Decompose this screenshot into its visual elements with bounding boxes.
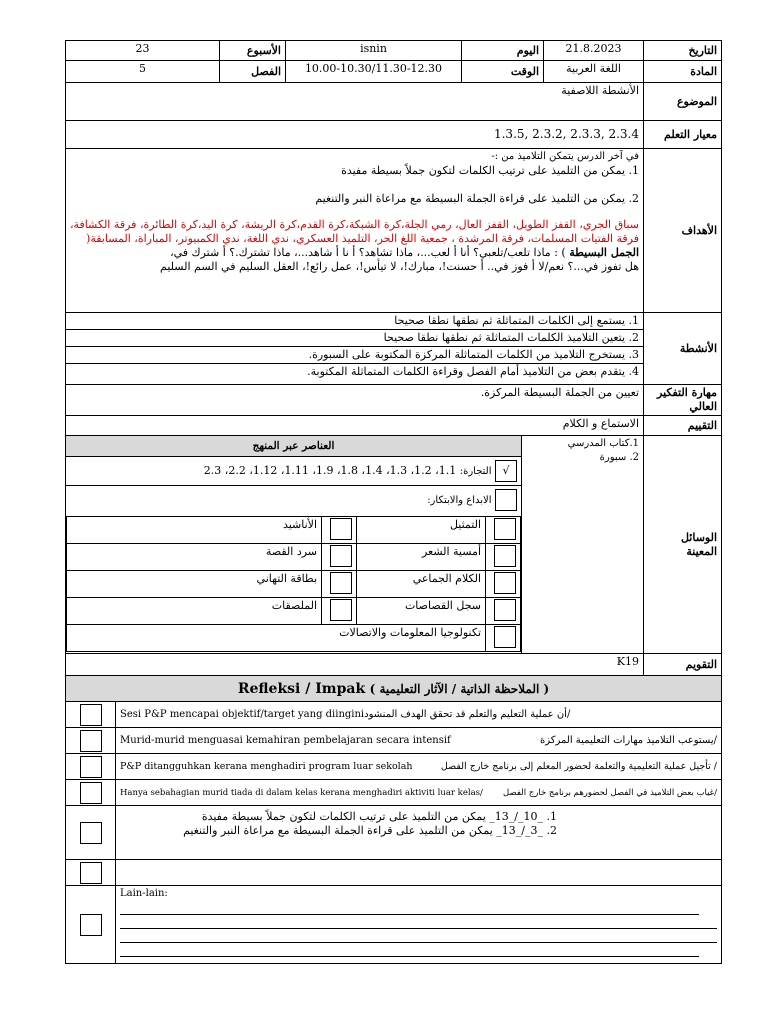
cross-curricular-title: العناصر عبر المنهج <box>66 436 521 457</box>
simple-sentence-label: الجمل البسيطة <box>569 246 640 259</box>
option-checkbox[interactable] <box>494 599 516 621</box>
reflection-ms: P&P ditangguhkan kerana menghadiri program luar sekolah <box>120 760 413 772</box>
option-label: سجل القصاصات <box>357 598 486 625</box>
activity-item: 2. يتعين التلاميذ الكلمات المتماثلة ثم نطقها نطقا صحيحا <box>66 330 643 347</box>
reflection-header <box>66 676 722 702</box>
option-checkbox[interactable] <box>494 572 516 594</box>
reflection-ar: تأجيل عملية التعليمية والتعلمة لحضور المعلم إلى برنامج خارج الفصل / <box>440 760 717 772</box>
subject-value: اللغة العربية <box>544 61 644 83</box>
reflection-checkbox[interactable] <box>80 730 102 752</box>
subject-label: المادة <box>644 61 722 83</box>
reflection-checkbox[interactable] <box>80 822 102 844</box>
trade-row <box>66 457 521 486</box>
option-label: أمسية الشعر <box>357 544 486 571</box>
others-line[interactable] <box>120 915 717 929</box>
result-text: _10_/_13_ يمكن من التلميذ على ترتيب الكلمات لتكون جملاً بسيطة مفيدة <box>201 810 543 823</box>
topic-value: الأنشطة اللاصفية <box>66 83 644 121</box>
result-item <box>120 824 557 838</box>
creativity-options <box>66 516 521 652</box>
others-label: Lain-lain: <box>120 888 168 899</box>
week-label: الأسبوع <box>220 41 286 61</box>
reflection-empty <box>116 860 722 886</box>
class-value: 5 <box>66 61 220 83</box>
reflection-ms: Sesi P&P mencapai objektif/target yang diingini <box>120 708 365 720</box>
trade-label: التجارة: <box>459 466 492 477</box>
option-checkbox[interactable] <box>494 626 516 648</box>
result-text: _3_/_13_ يمكن من التلميذ على قراءة الجملة البسيطة مع مراعاة النبر والتنغيم <box>183 824 543 837</box>
reflection-table <box>65 675 722 964</box>
option-label: الأناشيد <box>67 517 322 544</box>
others-line[interactable] <box>120 901 699 915</box>
reflection-checkbox[interactable] <box>80 782 102 804</box>
reflection-ms: Hanya sebahagian murid tiada di dalam kelas kerana menghadiri aktiviti luar kelas/ <box>120 787 483 798</box>
creativity-checkbox[interactable] <box>495 489 517 511</box>
time-value: 10.00-10.30/11.30-12.30 <box>286 61 462 83</box>
aids-list <box>522 436 644 654</box>
reflection-row <box>116 754 722 780</box>
option-checkbox[interactable] <box>330 545 352 567</box>
activities-content <box>66 313 644 385</box>
activity-item: 1. يستمع إلى الكلمات المتماثلة ثم نطقها نطقا صحيحا <box>66 313 643 330</box>
time-label: الوقت <box>462 61 544 83</box>
ict-label: تكنولوجيا المعلومات والاتصالات <box>67 625 486 652</box>
reflection-results <box>116 806 722 860</box>
reflection-title-ar: ( الملاحظة الذاتية / الآثار التعليمية ) <box>369 681 550 696</box>
calendar-label: التقويم <box>644 654 722 676</box>
aid-item: 1.كتاب المدرسي <box>567 438 640 449</box>
activity-item: 3. يستخرج التلاميذ من الكلمات المتماثلة المركزة المكتوبة على السبورة. <box>66 347 643 364</box>
reflection-row <box>116 702 722 728</box>
trade-checkbox[interactable]: √ <box>495 460 517 482</box>
lesson-plan-sheet <box>65 40 721 964</box>
reflection-title-en: Refleksi / Impak <box>237 680 366 697</box>
result-number: 2. <box>546 824 557 837</box>
reflection-row <box>116 780 722 806</box>
result-number: 1. <box>546 810 557 823</box>
objectives-label: الأهداف <box>644 149 722 313</box>
simple-sentence-text: ) : ماذا تلعب/تلعبي؟ أنا أ لعب...، ماذا تشاهد؟ أ نا أ شاهد...، ماذا تشترك.؟ أ شترك في، <box>170 246 566 259</box>
option-checkbox[interactable] <box>494 545 516 567</box>
topic-label: الموضوع <box>644 83 722 121</box>
activities-label: الأنشطة <box>644 313 722 385</box>
class-label: الفصل <box>220 61 286 83</box>
trade-value: 1.1، 1.2، 1.3، 1.4، 1.8، 1.9، 1.11، 1.12، 2.2، 2.3 <box>203 464 457 477</box>
option-label: بطاقة التهاني <box>67 571 322 598</box>
others-line[interactable] <box>120 929 717 943</box>
calendar-value: K19 <box>66 654 644 676</box>
vocabulary-list: سباق الجري، القفز الطويل، القفز العال، رمي الجلة،كرة الشبكة،كرة القدم،كرة الريشة، كرة اليد،كرة الطائرة، فرقة الكشافة، فرقة الفتيات المسلمات، فرقة المرشدة ، جمعية اللغ الحر، التلميذ العسكري، ندي اللغة، ندي الكمبيوتر، المباراة، المسابقة( <box>70 218 640 245</box>
hots-value: تعيين من الجملة البسيطة المركزة. <box>66 385 644 416</box>
option-checkbox[interactable] <box>494 518 516 540</box>
standard-value <box>66 121 644 149</box>
reflection-checkbox[interactable] <box>80 756 102 778</box>
result-item <box>120 810 557 824</box>
reflection-ms: Murid-murid menguasai kemahiran pembelajaran secara intensif <box>120 734 451 746</box>
reflection-checkbox[interactable] <box>80 914 102 936</box>
reflection-checkbox[interactable] <box>80 704 102 726</box>
objective-item: 1. يمكن من التلميذ على ترتيب الكلمات لتكون جملاً بسيطة مفيدة <box>341 164 640 177</box>
option-label: سرد القصة <box>67 544 322 571</box>
reflection-ar: غياب بعض التلاميذ في الفصل لحضورهم برنامج خارج الفصل/ <box>503 787 717 798</box>
activity-item: 4. يتقدم بعض من التلاميذ أمام الفصل وقراءة الكلمات المتماثلة المكتوبة. <box>307 365 640 378</box>
others-section <box>116 886 722 964</box>
assessment-label: التقييم <box>644 416 722 436</box>
option-label: الكلام الجماعي <box>357 571 486 598</box>
option-checkbox[interactable] <box>330 599 352 621</box>
option-checkbox[interactable] <box>330 572 352 594</box>
option-label: الملصقات <box>67 598 322 625</box>
objective-item: 2. يمكن من التلميذ على قراءة الجملة البسيطة مع مراعاة النبر والتنغيم <box>315 192 640 205</box>
date-label: التاريخ <box>644 41 722 61</box>
aids-label: الوسائل المعينة <box>644 436 722 654</box>
option-checkbox[interactable] <box>330 518 352 540</box>
day-label: اليوم <box>462 41 544 61</box>
reflection-ar: أن عملية التعليم والتعلم قد تحقق الهدف المنشود/ <box>364 708 571 720</box>
reflection-checkbox[interactable] <box>80 862 102 884</box>
standard-codes: 1.3.5, 2.3.2, 2.3.3, 2.3.4 <box>493 127 640 141</box>
cross-curricular <box>66 436 522 654</box>
others-line[interactable] <box>120 943 699 957</box>
simple-sentences-last: هل تفوز في...؟ نعم/لا أ فوز في.. أ حسنت!، مبارك!، لا تيأس!، عمل رائع!، العقل السليم في السم السليم <box>160 260 640 273</box>
simple-sentences <box>70 246 639 260</box>
standard-label: معيار التعلم <box>644 121 722 149</box>
aid-item: 2. سبورة <box>599 452 640 463</box>
reflection-row <box>116 728 722 754</box>
day-value: isnin <box>286 41 462 61</box>
option-label: التمثيل <box>357 517 486 544</box>
creativity-row <box>66 486 521 514</box>
objectives-content <box>66 149 644 313</box>
creativity-label: الابداع والابتكار: <box>427 495 492 506</box>
hots-label: مهارة التفكير العالي <box>644 385 722 416</box>
reflection-ar: يستوعب التلاميذ مهارات التعليمية المركزة/ <box>539 734 717 746</box>
assessment-value: الاستماع و الكلام <box>66 416 644 436</box>
objectives-intro: في آخر الدرس يتمكن التلاميذ من :- <box>491 151 640 162</box>
lesson-plan-table <box>65 40 722 676</box>
week-value: 23 <box>66 41 220 61</box>
date-value: 21.8.2023 <box>544 41 644 61</box>
